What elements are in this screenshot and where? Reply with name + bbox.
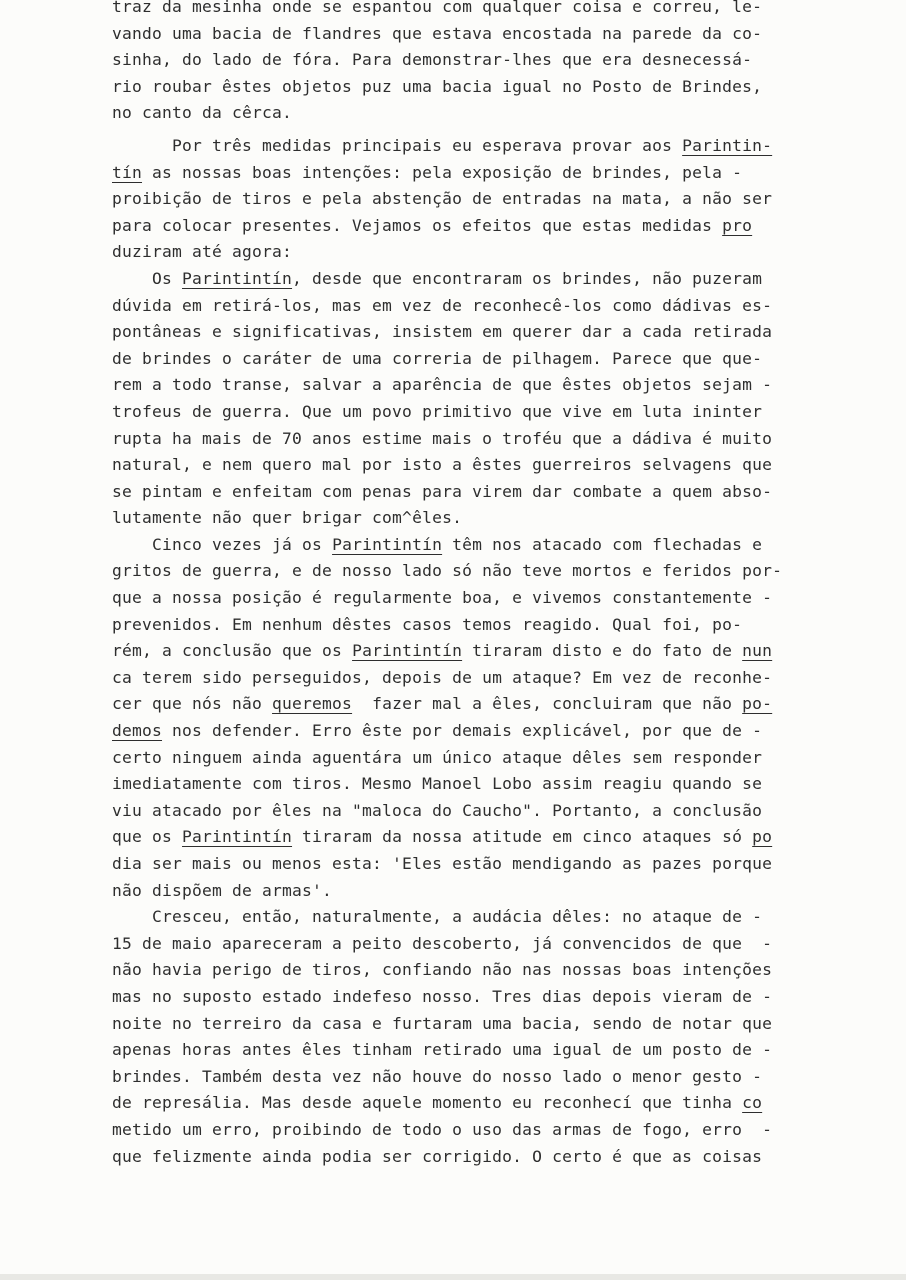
text-segment: ca terem sido perseguidos, depois de um ataque? Em vez de reconhe- xyxy=(112,667,773,687)
text-line xyxy=(112,585,857,612)
text-segment: dia ser mais ou menos esta: 'Eles estão mendigando as pazes porque xyxy=(112,854,773,873)
text-line xyxy=(112,612,857,639)
text-segment: cer que nós não xyxy=(112,694,273,714)
text-segment: traz da mesinha onde se espantou com qualquer coisa e correu, le- xyxy=(112,0,763,16)
underlined-word: nun xyxy=(742,641,773,661)
text-segment: tiraram da nossa atitude em cinco ataques só xyxy=(292,827,753,847)
text-line xyxy=(112,319,857,346)
text-line xyxy=(112,426,857,453)
text-segment: brindes. Também desta vez não houve do nosso lado o menor gesto - xyxy=(112,1066,763,1086)
text-segment: de brindes o caráter de uma correria de pilhagem. Parece que que- xyxy=(112,348,763,368)
text-line xyxy=(112,638,857,665)
typewritten-text-body xyxy=(112,0,857,1170)
text-line xyxy=(112,878,857,905)
underlined-word: pro xyxy=(722,215,753,235)
text-segment: duziram até agora: xyxy=(112,242,293,262)
underlined-word: co xyxy=(742,1093,763,1113)
text-segment: que felizmente ainda podia ser corrigido. O certo é que as coisas xyxy=(112,1146,763,1166)
text-line xyxy=(112,984,857,1011)
text-line xyxy=(112,1037,857,1064)
underlined-word: Parintin- xyxy=(682,135,773,155)
text-line xyxy=(112,505,857,532)
underlined-word: queremos xyxy=(272,694,353,714)
underlined-word: Parintintín xyxy=(182,268,293,288)
text-line xyxy=(112,718,857,745)
text-line xyxy=(112,293,857,320)
text-line xyxy=(112,745,857,772)
text-line xyxy=(112,452,857,479)
text-segment: noite no terreiro da casa e furtaram uma bacia, sendo de notar que xyxy=(112,1013,773,1033)
text-line xyxy=(112,133,857,160)
text-segment: que a nossa posição é regularmente boa, e vivemos constantemente - xyxy=(112,588,773,608)
underlined-word: tín xyxy=(112,162,143,182)
text-segment: dúvida em retirá-los, mas em vez de reconhecê-los como dádivas es- xyxy=(112,295,773,315)
text-line xyxy=(112,558,857,585)
text-segment: para colocar presentes. Vejamos os efeitos que estas medidas xyxy=(112,215,723,235)
text-segment: as nossas boas intenções: pela exposição de brindes, pela - xyxy=(142,162,743,182)
text-line xyxy=(112,346,857,373)
text-segment: no canto da cêrca. xyxy=(112,103,293,123)
text-line xyxy=(112,904,857,931)
text-segment: metido um erro, proibindo de todo o uso das armas de fogo, erro - xyxy=(112,1119,773,1139)
text-segment: não dispõem de armas'. xyxy=(112,880,333,900)
text-segment: têm nos atacado com flechadas e xyxy=(442,534,763,554)
text-segment: rupta ha mais de 70 anos estime mais o troféu que a dádiva é muito xyxy=(112,428,773,448)
text-segment: Cinco vezes já os xyxy=(112,534,333,554)
text-segment: certo ninguem ainda aguentára um único ataque dêles sem responder xyxy=(112,747,763,767)
text-line xyxy=(112,771,857,798)
text-segment: gritos de guerra, e de nosso lado só não teve mortos e feridos por- xyxy=(112,561,783,581)
text-segment: apenas horas antes êles tinham retirado uma igual de um posto de - xyxy=(112,1040,773,1060)
text-line xyxy=(112,691,857,718)
text-line xyxy=(112,665,857,692)
scan-bottom-edge xyxy=(0,1274,906,1280)
text-line xyxy=(112,479,857,506)
text-line xyxy=(112,798,857,825)
text-segment: Os xyxy=(112,268,183,288)
text-line xyxy=(112,851,857,878)
text-line xyxy=(112,1144,857,1171)
text-segment: 15 de maio apareceram a peito descoberto, já convencidos de que - xyxy=(112,933,773,953)
text-line xyxy=(112,532,857,559)
text-segment: Por três medidas principais eu esperava provar aos xyxy=(112,135,683,155)
text-segment: que os xyxy=(112,827,183,847)
text-segment: fazer mal a êles, concluiram que não xyxy=(352,694,743,714)
underlined-word: po- xyxy=(742,694,773,714)
text-segment: lutamente não quer brigar com^êles. xyxy=(112,508,463,528)
text-segment: vando uma bacia de flandres que estava encostada na parede da co- xyxy=(112,23,763,43)
underlined-word: Parintintín xyxy=(182,827,293,847)
text-segment: natural, e nem quero mal por isto a êstes guerreiros selvagens que xyxy=(112,455,773,475)
text-line xyxy=(112,186,857,213)
text-line xyxy=(112,1090,857,1117)
text-line xyxy=(112,399,857,426)
underlined-word: Parintintín xyxy=(332,534,443,554)
underlined-word: po xyxy=(752,827,773,847)
text-line xyxy=(112,957,857,984)
text-line xyxy=(112,1117,857,1144)
text-line xyxy=(112,931,857,958)
text-line xyxy=(112,372,857,399)
text-segment: viu atacado por êles na "maloca do Caucho". Portanto, a conclusão xyxy=(112,800,763,820)
text-segment: rio roubar êstes objetos puz uma bacia igual no Posto de Brindes, xyxy=(112,76,763,96)
text-segment: sinha, do lado de fóra. Para demonstrar-lhes que era desnecessá- xyxy=(112,50,753,70)
text-line xyxy=(112,239,857,266)
text-segment: nos defender. Erro êste por demais explicável, por que de - xyxy=(162,721,763,741)
text-line xyxy=(112,824,857,851)
text-segment: Cresceu, então, naturalmente, a audácia dêles: no ataque de - xyxy=(112,907,763,927)
text-segment: não havia perigo de tiros, confiando não nas nossas boas intenções xyxy=(112,960,773,980)
text-segment: proibição de tiros e pela abstenção de entradas na mata, a não ser xyxy=(112,189,773,209)
text-segment: rem a todo transe, salvar a aparência de que êstes objetos sejam - xyxy=(112,375,773,395)
text-line xyxy=(112,266,857,293)
text-segment: , desde que encontraram os brindes, não puzeram xyxy=(292,268,763,288)
text-segment: imediatamente com tiros. Mesmo Manoel Lobo assim reagiu quando se xyxy=(112,774,763,794)
text-line xyxy=(112,160,857,187)
text-line xyxy=(112,47,857,74)
text-segment: de represália. Mas desde aquele momento eu reconhecí que tinha xyxy=(112,1093,743,1113)
text-line xyxy=(112,1011,857,1038)
text-line xyxy=(112,74,857,101)
text-line xyxy=(112,0,857,21)
text-line xyxy=(112,1064,857,1091)
text-line xyxy=(112,213,857,240)
text-segment: prevenidos. Em nenhum dêstes casos temos reagido. Qual foi, po- xyxy=(112,614,743,634)
text-segment: se pintam e enfeitam com penas para virem dar combate a quem abso- xyxy=(112,481,773,501)
text-segment: mas no suposto estado indefeso nosso. Tres dias depois vieram de - xyxy=(112,986,773,1006)
text-segment: rém, a conclusão que os xyxy=(112,641,353,661)
text-segment: pontâneas e significativas, insistem em querer dar a cada retirada xyxy=(112,322,773,342)
text-segment: tiraram disto e do fato de xyxy=(462,641,743,661)
text-segment: trofeus de guerra. Que um povo primitivo que vive em luta ininter xyxy=(112,401,763,421)
text-line xyxy=(112,100,857,127)
underlined-word: demos xyxy=(112,721,163,741)
underlined-word: Parintintín xyxy=(352,641,463,661)
text-line xyxy=(112,21,857,48)
